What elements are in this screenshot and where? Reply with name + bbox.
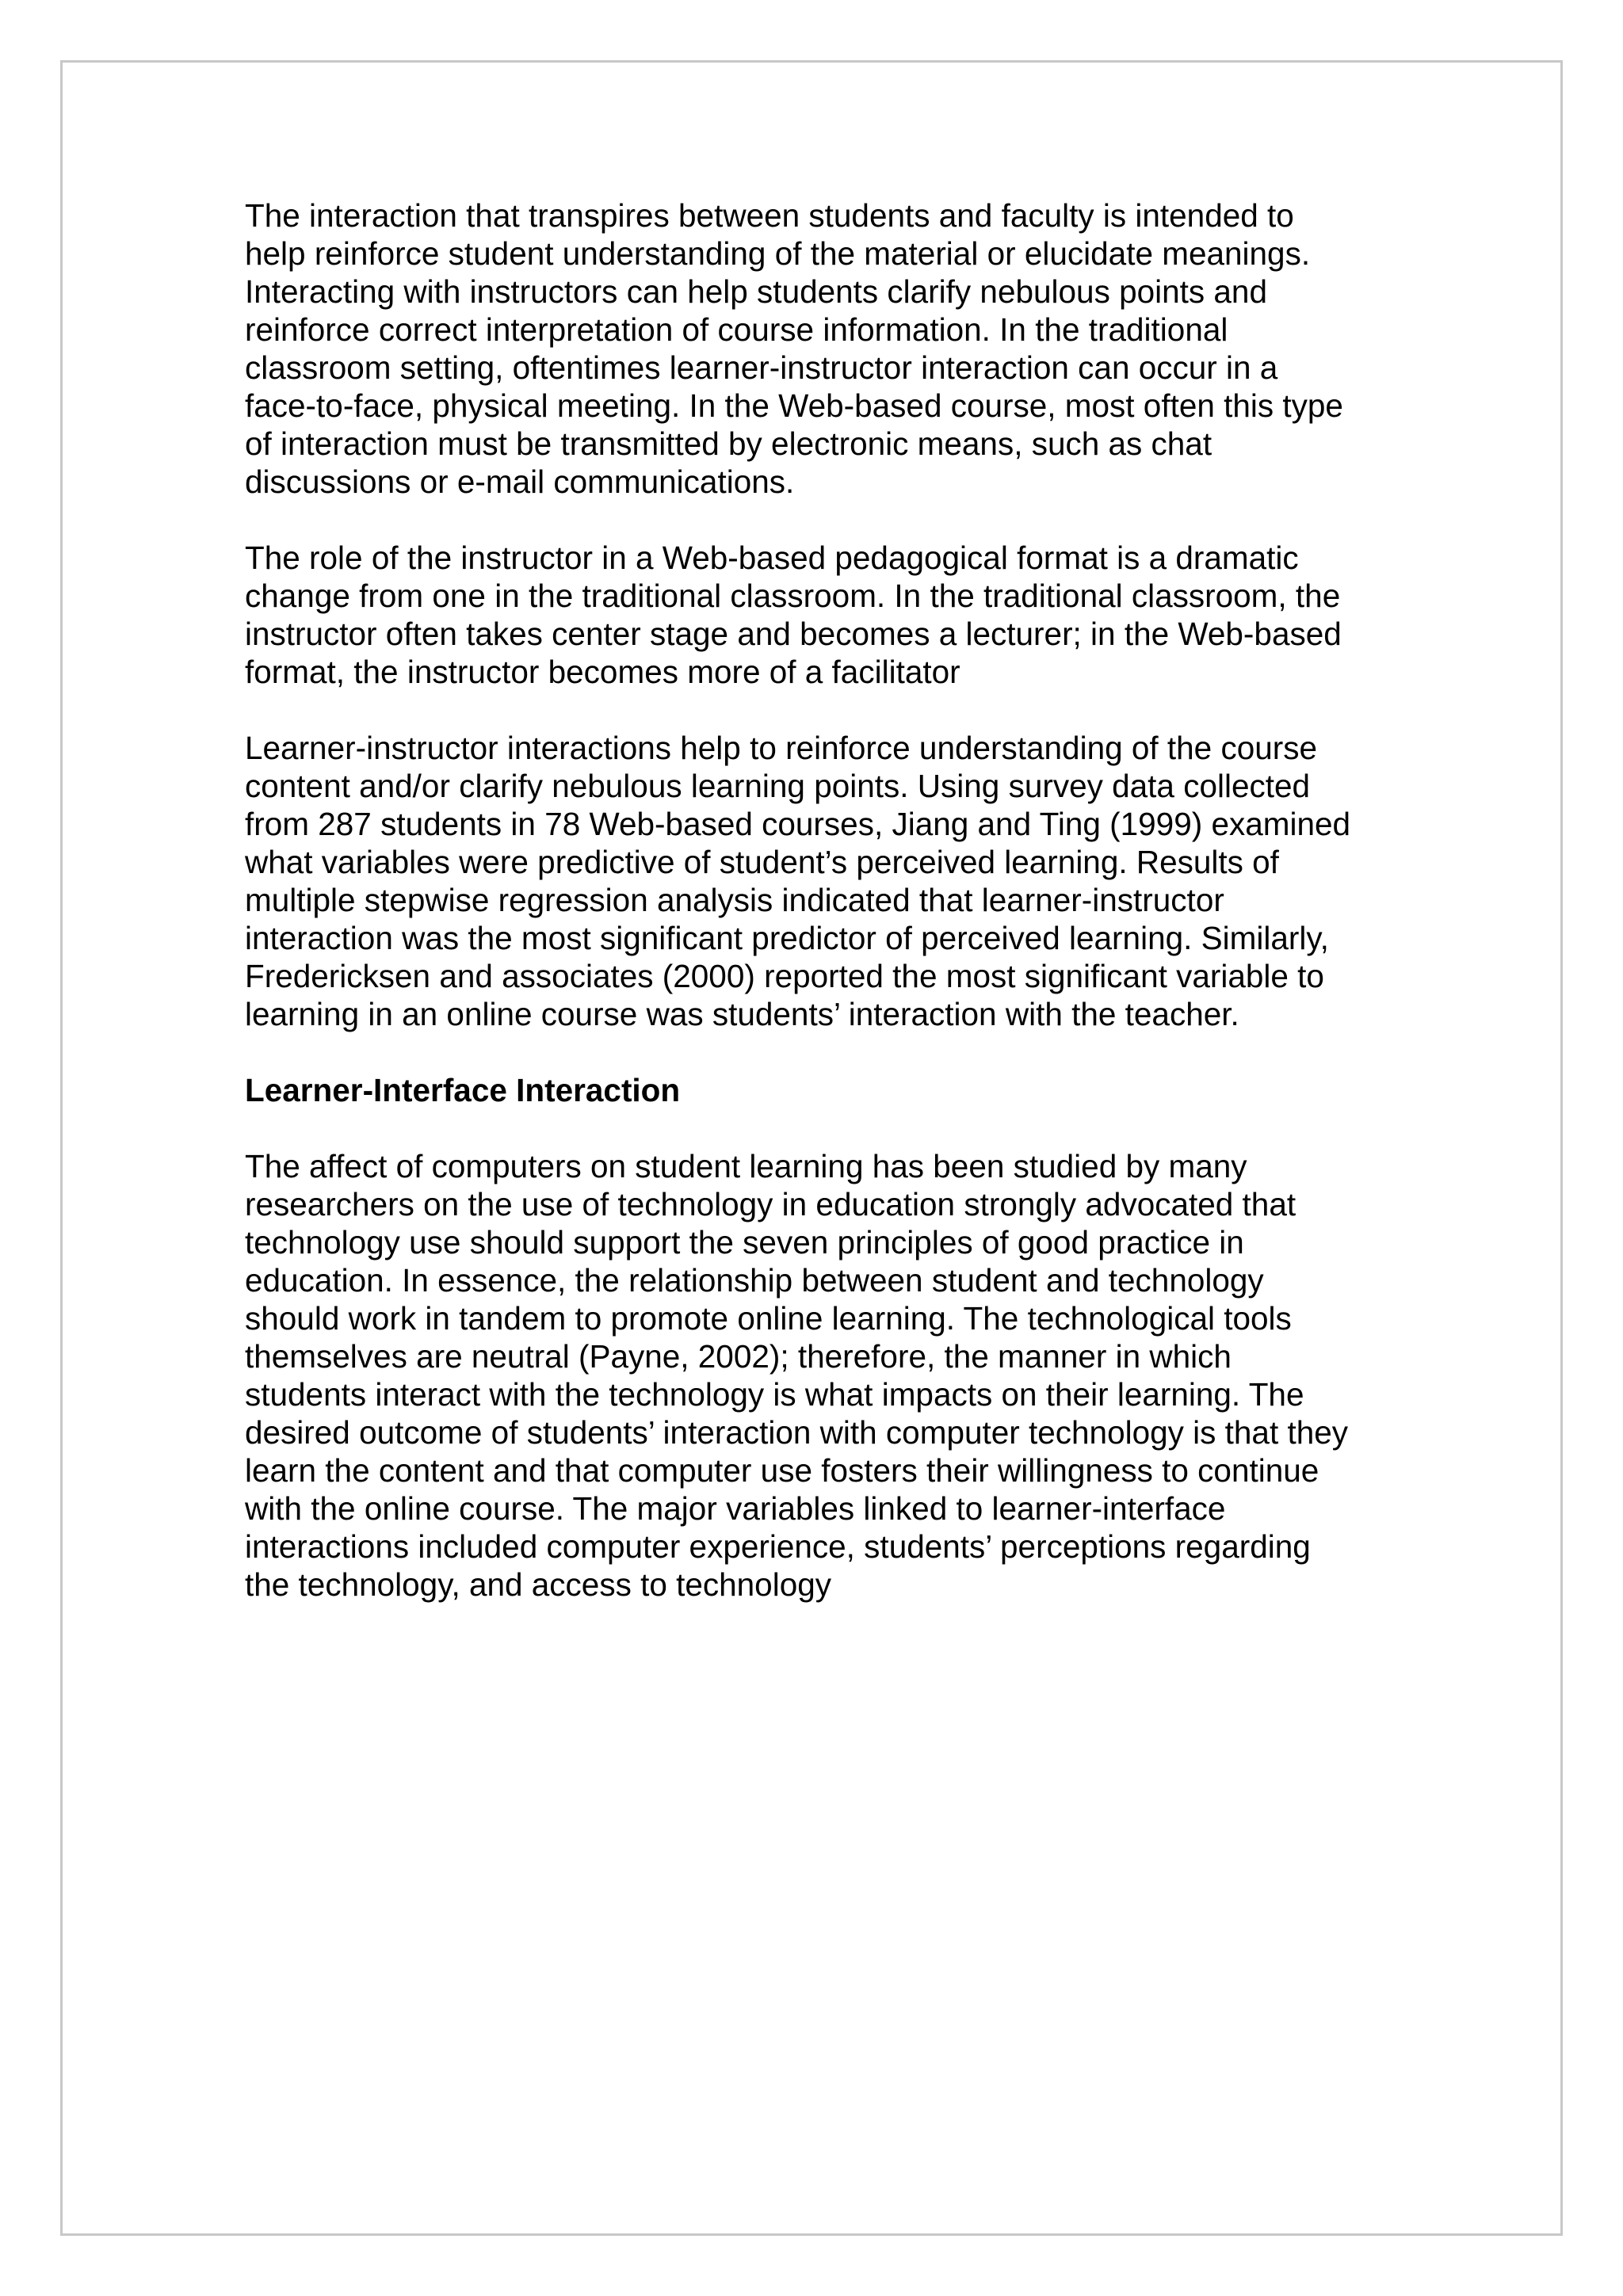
- section-heading: Learner-Interface Interaction: [245, 1072, 681, 1108]
- paragraph-learner-interface: The affect of computers on student learning has been studied by many researchers on the use of technology in education strongly advocated that technology use should support the seven principles of good practice in education. In essence, the relationship between student and technology should work in tandem to promote online learning. The technological tools themselves are neutral (Payne, 2002); therefore, the manner in which students interact with the technology is what impacts on their learning. The desired outcome of students’ interaction with computer technology is that they learn the content and that computer use fosters their willingness to continue with the online course. The major variables linked to learner-interface interactions included computer experience, students’ perceptions regarding the technology, and access to technology: [245, 1148, 1349, 1603]
- document-body: [245, 196, 1402, 1642]
- paragraph-learner-instructor-research: Learner-instructor interactions help to reinforce understanding of the course content and/or clarify nebulous learning points. Using survey data collected from 287 students in 78 Web-based courses, Jiang and Ting (1999) examined what variables were predictive of student’s perceived learning. Results of multiple stepwise regression analysis indicated that learner-instructor interaction was the most significant predictor of perceived learning. Similarly, Fredericksen and associates (2000) reported the most significant variable to learning in an online course was students’ interaction with the teacher.: [245, 730, 1351, 1032]
- paragraph-learner-instructor-intro: The interaction that transpires between students and faculty is intended to help reinforce student understanding of the material or elucidate meanings. Interacting with instructors can help students clarify nebulous points and reinforce correct interpretation of course information. In the traditional classroom setting, oftentimes learner-instructor interaction can occur in a face-to-face, physical meeting. In the Web-based course, most often this type of interaction must be transmitted by electronic means, such as chat discussions or e-mail communications.: [245, 197, 1343, 500]
- paragraph-instructor-role: The role of the instructor in a Web-based pedagogical format is a dramatic change from one in the traditional classroom. In the traditional classroom, the instructor often takes center stage and becomes a lecturer; in the Web-based format, the instructor becomes more of a facilitator: [245, 540, 1342, 690]
